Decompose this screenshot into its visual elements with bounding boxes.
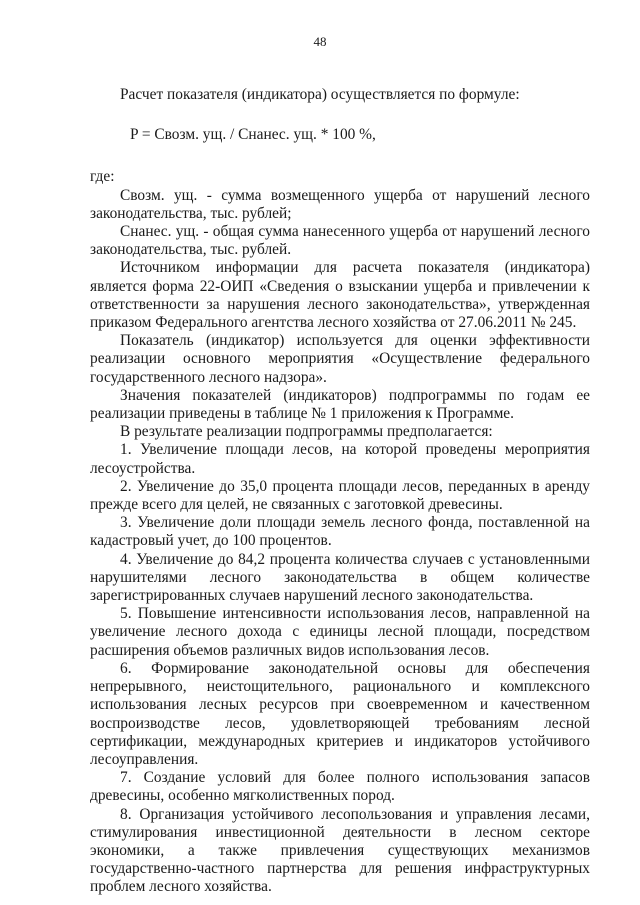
definition-compensated: Свозм. ущ. - сумма возмещенного ущерба от нарушений лесного законодательства, тыс. рублей;: [90, 186, 590, 222]
list-item: 6. Формирование законодательной основы для обеспечения непрерывного, неистощительного, рационального и комплексного использования лесных ресурсов при своевременном и качественном воспроизводстве лесов, удовлетворяющей требованиям лесной сертификации, международных критериев и индикаторов устойчивого лесоуправления.: [90, 659, 590, 768]
paragraph-values: Значения показателей (индикаторов) подпрограммы по годам ее реализации приведены в таблице № 1 приложения к Программе.: [90, 386, 590, 423]
list-item: 7. Создание условий для более полного использования запасов древесины, особенно мягколиственных пород.: [90, 769, 590, 805]
definition-inflicted: Снанес. ущ. - общая сумма нанесенного ущерба от нарушений лесного законодательства, тыс. рублей.: [90, 223, 590, 259]
where-label: где:: [90, 168, 115, 186]
list-item: 4. Увеличение до 84,2 процента количества случаев с установленными нарушителями лесного законодательства в общем количестве зарегистрированных случаев нарушений лесного законодательства.: [90, 550, 590, 605]
paragraph-usage: Показатель (индикатор) используется для оценки эффективности реализации основного мероприятия «Осуществление федерального государственного лесного надзора».: [90, 332, 590, 386]
document-body: [90, 86, 590, 897]
formula: P = Свозм. ущ. / Снанес. ущ. * 100 %,: [130, 126, 376, 144]
list-item: 1. Увеличение площади лесов, на которой проведены мероприятия лесоустройства.: [90, 441, 590, 477]
list-item: 5. Повышение интенсивности использования лесов, направленной на увеличение лесного дохода с единицы лесной площади, посредством расширения объемов различных видов использования лесов.: [90, 605, 590, 659]
page-number: 48: [313, 34, 327, 49]
paragraph-source: Источником информации для расчета показателя (индикатора) является форма 22-ОИП «Сведения о взыскании ущерба и привлечении к ответственности за нарушения лесного законодательства», утвержденная приказом Федерального агентства лесного хозяйства от 27.06.2011 № 245.: [90, 259, 590, 332]
list-item: 2. Увеличение до 35,0 процента площади лесов, переданных в аренду прежде всего для целей, не связанных с заготовкой древесины.: [90, 477, 590, 514]
intro-paragraph: Расчет показателя (индикатора) осуществляется по формуле:: [120, 86, 520, 103]
list-item: 8. Организация устойчивого лесопользования и управления лесами, стимулирования инвестиционной деятельности в лесном секторе экономики, а также привлечения существующих механизмов государственно-частного партнерства для решения инфраструктурных проблем лесного хозяйства.: [90, 805, 590, 896]
list-item: 3. Увеличение доли площади земель лесного фонда, поставленной на кадастровый учет, до 100 процентов.: [90, 514, 590, 550]
paragraph-expected: В результате реализации подпрограммы предполагается:: [120, 423, 493, 441]
